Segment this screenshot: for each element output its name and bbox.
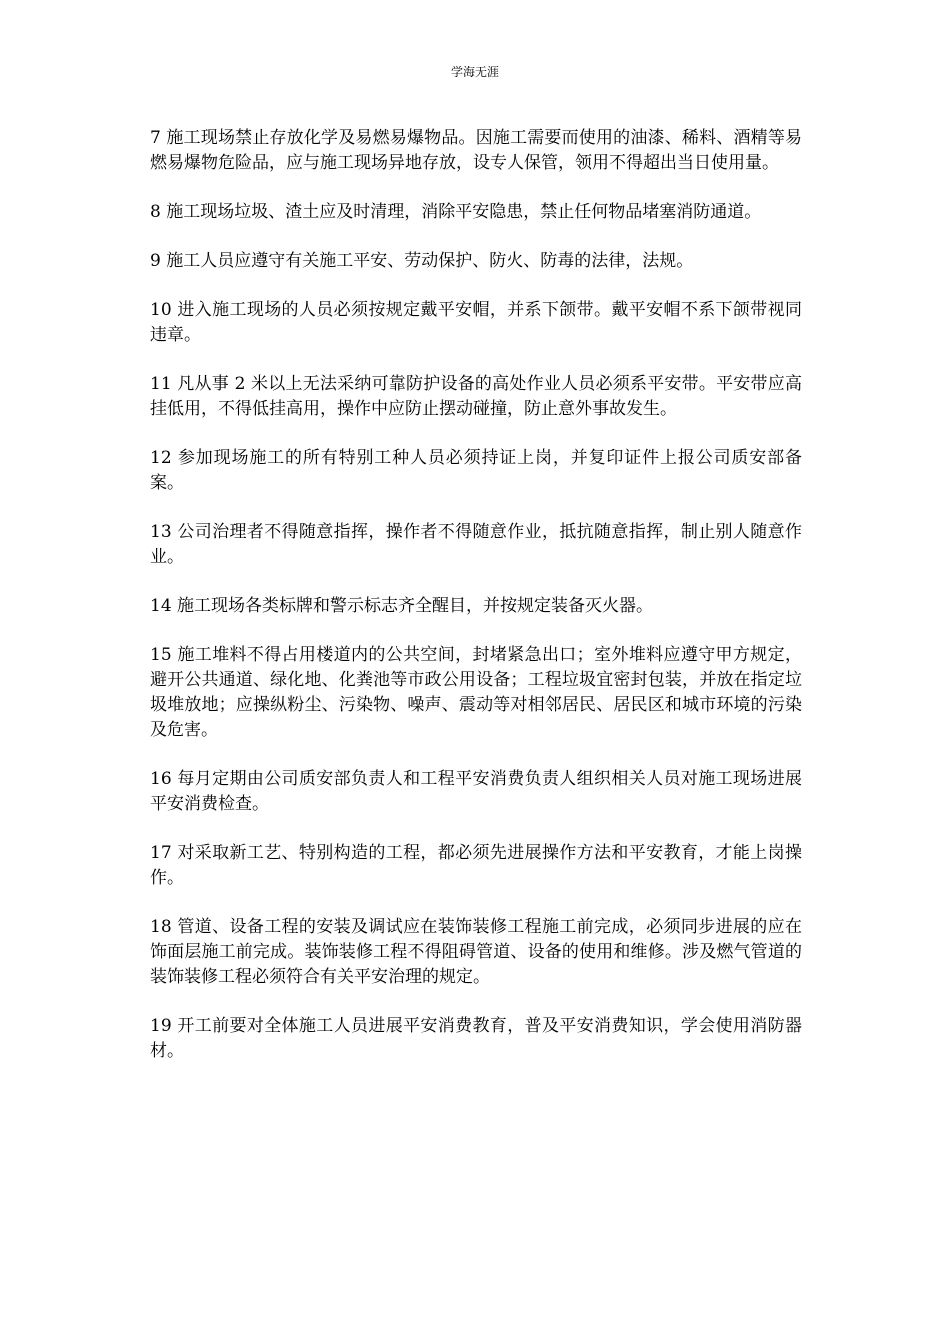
paragraph-15: 15 施工堆料不得占用楼道内的公共空间，封堵紧急出口；室外堆料应遵守甲方规定，避开公共通道、绿化地、化粪池等市政公用设备；工程垃圾宜密封包装，并放在指定垃圾堆放地；应操纵粉尘、污染物、噪声、震动等对相邻居民、居民区和城市环境的污染及危害。 (150, 645, 802, 740)
paragraph-13: 13 公司治理者不得随意指挥，操作者不得随意作业，抵抗随意指挥，制止别人随意作业。 (150, 522, 802, 567)
paragraph-17: 17 对采取新工艺、特别构造的工程，都必须先进展操作方法和平安教育，才能上岗操作。 (150, 843, 802, 888)
paragraph-11: 11 凡从事 2 米以上无法采纳可靠防护设备的高处作业人员必须系平安带。平安带应高挂低用，不得低挂高用，操作中应防止摆动碰撞，防止意外事故发生。 (150, 374, 802, 419)
document-body (150, 126, 802, 1088)
paragraph-14: 14 施工现场各类标牌和警示标志齐全醒目，并按规定装备灭火器。 (150, 596, 654, 616)
paragraph-10: 10 进入施工现场的人员必须按规定戴平安帽，并系下颌带。戴平安帽不系下颌带视同违章。 (150, 300, 802, 345)
paragraph-19: 19 开工前要对全体施工人员进展平安消费教育，普及平安消费知识，学会使用消防器材。 (150, 1016, 802, 1061)
paragraph-16: 16 每月定期由公司质安部负责人和工程平安消费负责人组织相关人员对施工现场进展平安消费检查。 (150, 769, 802, 814)
paragraph-18: 18 管道、设备工程的安装及调试应在装饰装修工程施工前完成，必须同步进展的应在饰面层施工前完成。装饰装修工程不得阻碍管道、设备的使用和维修。涉及燃气管道的装饰装修工程必须符合有关平安治理的规定。 (150, 917, 802, 987)
paragraph-12: 12 参加现场施工的所有特别工种人员必须持证上岗，并复印证件上报公司质安部备案。 (150, 448, 802, 493)
paragraph-8: 8 施工现场垃圾、渣土应及时清理，消除平安隐患，禁止任何物品堵塞消防通道。 (150, 202, 762, 222)
paragraph-7: 7 施工现场禁止存放化学及易燃易爆物品。因施工需要而使用的油漆、稀料、酒精等易燃易爆物危险品，应与施工现场异地存放，设专人保管，领用不得超出当日使用量。 (150, 128, 802, 173)
paragraph-9: 9 施工人员应遵守有关施工平安、劳动保护、防火、防毒的法律，法规。 (150, 251, 694, 271)
page-header: 学海无涯 (450, 65, 499, 79)
